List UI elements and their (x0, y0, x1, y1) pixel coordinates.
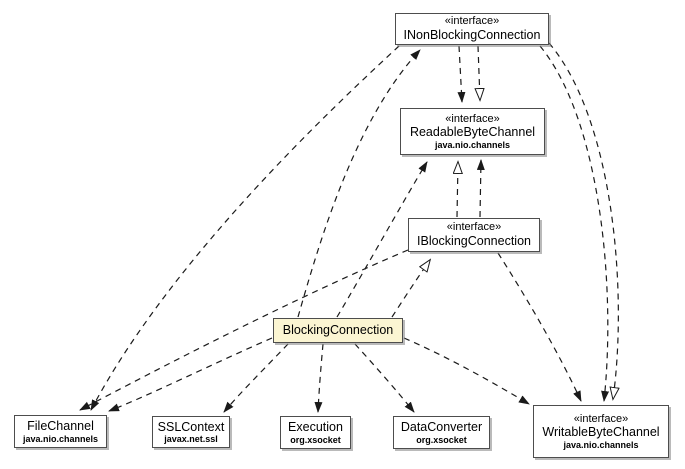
package-name: java.nio.channels (563, 439, 639, 450)
package-name: org.xsocket (416, 434, 467, 445)
edge-BlockingConnection-to-SSLContext (224, 344, 288, 412)
class-name: Execution (288, 420, 343, 435)
edge-BlockingConnection-to-IBlockingConnection (392, 260, 430, 317)
node-writablebytechannel[interactable] (533, 405, 669, 458)
class-name: FileChannel (27, 419, 94, 434)
class-name: ReadableByteChannel (409, 125, 536, 140)
node-execution[interactable] (280, 416, 351, 449)
class-name: BlockingConnection (282, 323, 394, 338)
edge-INonBlockingConnection-to-FileChannel (91, 46, 399, 410)
edge-BlockingConnection-to-Execution (318, 344, 323, 412)
edge-BlockingConnection-to-DataConverter (355, 344, 414, 412)
class-name: DataConverter (400, 420, 483, 435)
edge-IBlockingConnection-to-ReadableByteChannel (457, 162, 458, 217)
package-name: java.nio.channels (434, 139, 511, 150)
node-dataconverter[interactable] (393, 416, 490, 449)
edge-INonBlockingConnection-to-ReadableByteChannel (459, 46, 462, 102)
node-blockingconnection[interactable] (273, 318, 403, 343)
package-name: org.xsocket (290, 434, 341, 445)
stereotype-label: «interface» (446, 221, 502, 234)
package-name: javax.net.ssl (164, 434, 218, 445)
node-readablebytechannel[interactable] (400, 108, 545, 155)
node-inonblockingconnection[interactable] (395, 13, 549, 45)
edge-INonBlockingConnection-to-ReadableByteChannel (478, 46, 480, 100)
class-name: IBlockingConnection (417, 234, 531, 249)
edge-BlockingConnection-to-INonBlockingConnection (298, 50, 420, 317)
node-iblockingconnection[interactable] (408, 218, 540, 252)
package-name: java.nio.channels (22, 433, 99, 444)
class-name: WritableByteChannel (542, 425, 660, 440)
node-filechannel[interactable] (14, 415, 107, 448)
edge-IBlockingConnection-to-WritableByteChannel (498, 253, 581, 401)
stereotype-label: «interface» (445, 112, 500, 125)
edge-IBlockingConnection-to-ReadableByteChannel (480, 160, 481, 217)
node-sslcontext[interactable] (152, 416, 230, 448)
edge-BlockingConnection-to-FileChannel (109, 338, 272, 411)
class-name: SSLContext (157, 419, 225, 434)
stereotype-label: «interface» (444, 15, 500, 28)
edge-BlockingConnection-to-WritableByteChannel (404, 338, 529, 404)
class-name: INonBlockingConnection (403, 28, 541, 43)
edge-INonBlockingConnection-to-WritableByteChannel (540, 46, 608, 401)
stereotype-label: «interface» (573, 412, 629, 425)
